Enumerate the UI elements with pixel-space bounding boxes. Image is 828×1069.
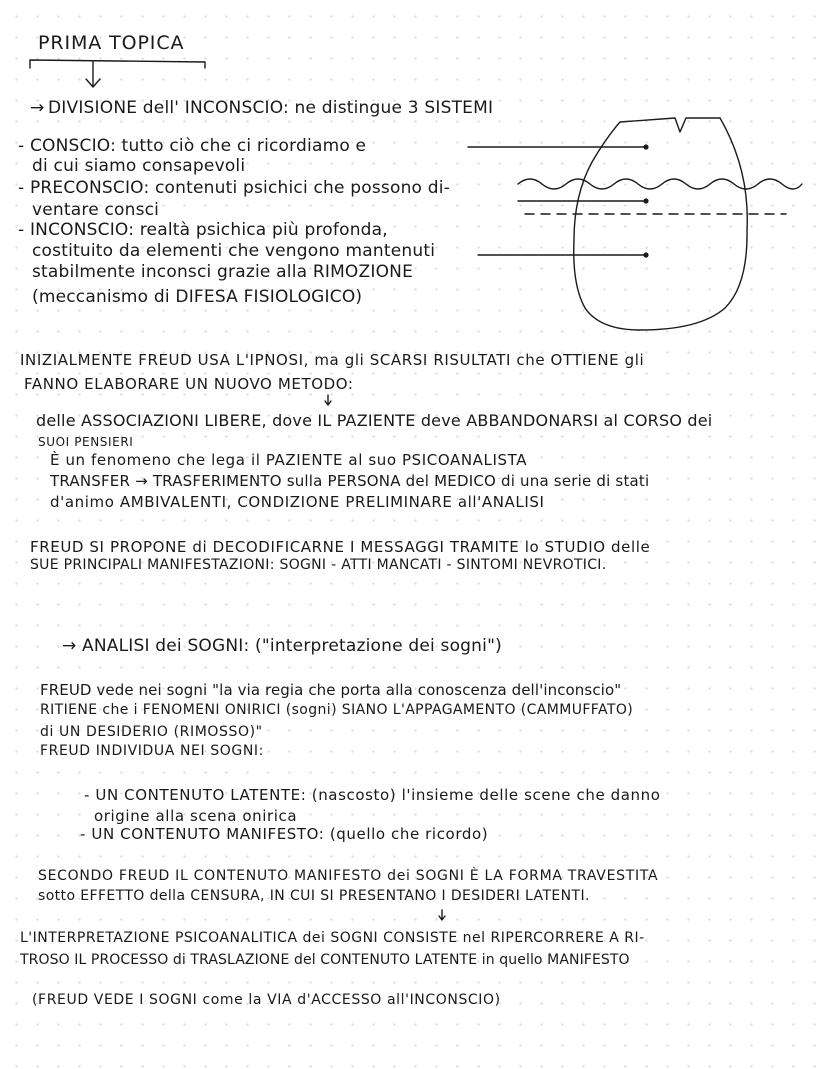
division-arrow: → xyxy=(30,98,45,118)
system-line: costituito da elementi che vengono mantenuti xyxy=(32,241,436,261)
iceberg-outline xyxy=(574,118,748,330)
dreams-line: FREUD INDIVIDUA NEI SOGNI: xyxy=(40,743,264,759)
associations-line: TRANSFER → TRASFERIMENTO sulla PERSONA del MEDICO di una serie di stati xyxy=(50,472,650,490)
system-line: di cui siamo consapevoli xyxy=(32,156,246,176)
interpretation-line: L'INTERPRETAZIONE PSICOANALITICA dei SOGNI CONSISTE nel RIPERCORRERE A RI- xyxy=(20,930,645,946)
system-line: stabilmente inconsci grazie alla RIMOZIONE xyxy=(32,262,414,282)
iceberg-waterline xyxy=(518,179,802,189)
pointer-inconscio-dot xyxy=(643,252,648,257)
dreams-heading-arrow: → xyxy=(62,636,77,656)
content-line: - UN CONTENUTO LATENTE: (nascosto) l'insieme delle scene che danno xyxy=(84,786,661,804)
censorship-line: SECONDO FREUD IL CONTENUTO MANIFESTO dei SOGNI È LA FORMA TRAVESTITA xyxy=(38,868,659,884)
content-line: origine alla scena onirica xyxy=(94,807,298,825)
decode-line: FREUD SI PROPONE di DECODIFICARNE I MESSAGGI TRAMITE lo STUDIO delle xyxy=(30,538,651,556)
down-arrow-desideri xyxy=(439,910,445,920)
system-line: - INCONSCIO: realtà psichica più profonda, xyxy=(18,220,388,240)
division-heading: DIVISIONE dell' INCONSCIO: ne distingue 3 SISTEMI xyxy=(48,98,494,118)
dreams-heading: ANALISI dei SOGNI: ("interpretazione dei sogni") xyxy=(82,636,502,656)
conclusion-line: (FREUD VEDE I SOGNI come la VIA d'ACCESSO all'INCONSCIO) xyxy=(32,992,501,1008)
system-line: - PRECONSCIO: contenuti psichici che possono di- xyxy=(18,178,450,198)
dreams-line: RITIENE che i FENOMENI ONIRICI (sogni) SIANO L'APPAGAMENTO (CAMMUFFATO) xyxy=(40,702,634,718)
down-arrow-metodo xyxy=(325,395,331,405)
content-line: - UN CONTENUTO MANIFESTO: (quello che ricordo) xyxy=(80,825,489,843)
pointer-preconscio-dot xyxy=(643,198,648,203)
decode-line: SUE PRINCIPALI MANIFESTAZIONI: SOGNI - ATTI MANCATI - SINTOMI NEVROTICI. xyxy=(30,557,607,573)
dreams-line: di UN DESIDERIO (RIMOSSO)" xyxy=(40,724,263,740)
title-down-arrow-head xyxy=(86,79,100,87)
hypnosis-line: FANNO ELABORARE UN NUOVO METODO: xyxy=(24,375,354,393)
pointer-conscio-dot xyxy=(643,144,648,149)
associations-line: delle ASSOCIAZIONI LIBERE, dove IL PAZIENTE deve ABBANDONARSI al CORSO dei xyxy=(36,411,713,430)
associations-line: d'animo AMBIVALENTI, CONDIZIONE PRELIMINARE all'ANALISI xyxy=(50,493,545,511)
interpretation-line: TROSO IL PROCESSO di TRASLAZIONE del CONTENUTO LATENTE in quello MANIFESTO xyxy=(20,952,630,968)
hypnosis-line: INIZIALMENTE FREUD USA L'IPNOSI, ma gli SCARSI RISULTATI che OTTIENE gli xyxy=(20,351,645,369)
associations-line: SUOI PENSIERI xyxy=(38,435,134,449)
dreams-line: FREUD vede nei sogni "la via regia che porta alla conoscenza dell'inconscio" xyxy=(40,681,622,699)
censorship-line: sotto EFFETTO della CENSURA, IN CUI SI PRESENTANO I DESIDERI LATENTI. xyxy=(38,888,590,904)
associations-line: È un fenomeno che lega il PAZIENTE al suo PSICOANALISTA xyxy=(50,451,528,469)
system-line: (meccanismo di DIFESA FISIOLOGICO) xyxy=(32,287,363,307)
title-bracket xyxy=(30,60,205,68)
system-line: ventare consci xyxy=(32,200,160,220)
system-line: - CONSCIO: tutto ciò che ci ricordiamo e xyxy=(18,136,367,156)
page-title: PRIMA TOPICA xyxy=(38,32,185,54)
